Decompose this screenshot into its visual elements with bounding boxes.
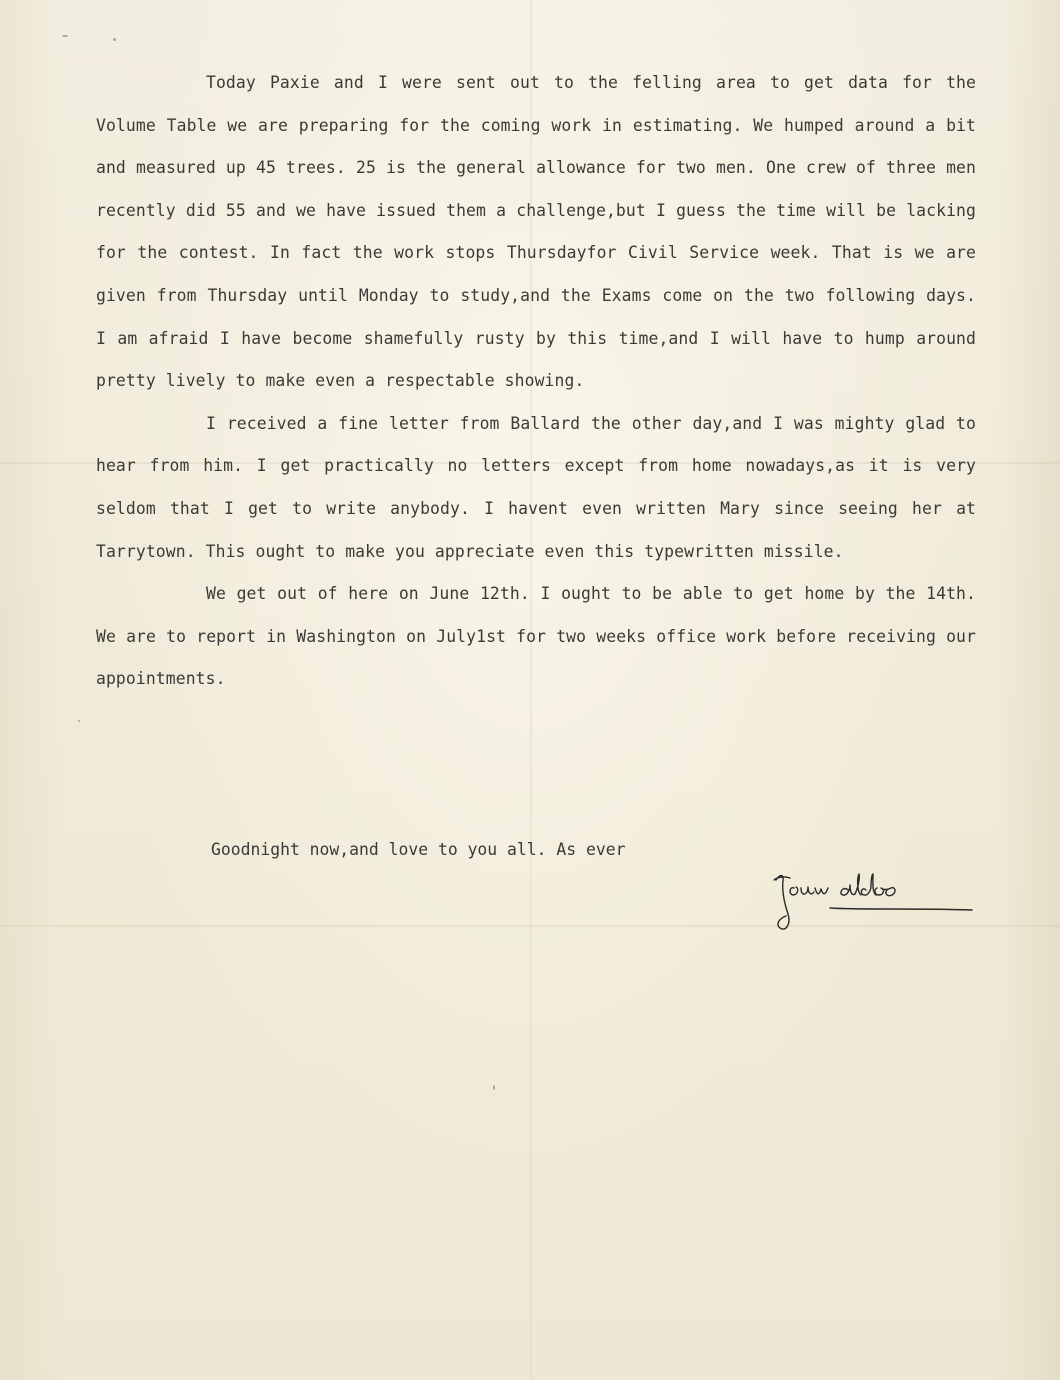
paper-speck (78, 720, 80, 722)
paragraph-2: I received a fine letter from Ballard the other day,and I was mighty glad to hear from him. I get practically no letters except from home nowadays,as it is very seldom that I get to write anybody. I havent even written Mary since seeing her at Tarrytown. This ought to make you appreciate even this typewritten missile. (96, 413, 976, 561)
closing-line: Goodnight now,and love to you all. As ever (211, 840, 626, 859)
paper-speck (113, 38, 116, 41)
paper-speck (493, 1085, 495, 1090)
paragraph-1: Today Paxie and I were sent out to the felling area to get data for the Volume Table we are preparing for the coming work in estimating. We humped around a bit and measured up 45 trees. 25 is the general allowance for two men. One crew of three men recently did 55 and we have issued them a challenge,but I guess the time will be lacking for the contest. In fact the work stops Thursdayfor Civil Service week. That is we are given from Thursday until Monday to study,and the Exams come on the two following days. I am afraid I have become shamefully rusty by this time,and I will have to hump around pretty lively to make even a respectable showing. (96, 73, 976, 391)
handwritten-signature (770, 868, 980, 938)
letter-body (96, 62, 976, 701)
signature-text: Your Aldo (770, 868, 775, 869)
paper-speck (62, 35, 68, 37)
paragraph-3: We get out of here on June 12th. I ought to be able to get home by the 14th. We are to report in Washington on July1st for two weeks office work before receiving our appointments. (96, 584, 976, 689)
